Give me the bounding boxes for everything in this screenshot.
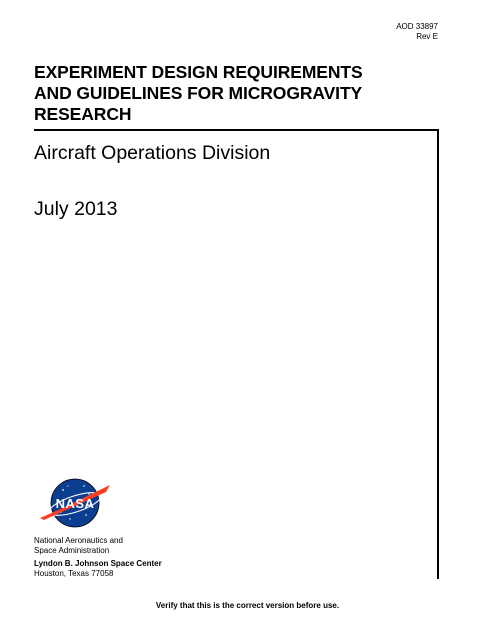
center-name: Lyndon B. Johnson Space Center (34, 559, 162, 568)
title-line-2: AND GUIDELINES FOR MICROGRAVITY (34, 83, 363, 103)
top-rule-divider (34, 129, 439, 131)
agency-name (34, 536, 123, 556)
right-rule-divider (437, 129, 439, 579)
nasa-meatball-logo-icon (34, 474, 116, 532)
agency-line-2: Space Administration (34, 546, 110, 555)
title-line-3: RESEARCH (34, 104, 132, 124)
center-location: Houston, Texas 77058 (34, 569, 114, 578)
document-id (396, 22, 438, 42)
division-name: Aircraft Operations Division (34, 142, 271, 164)
center-address (34, 559, 162, 579)
doc-revision: Rev E (416, 32, 438, 41)
document-title (34, 62, 454, 125)
version-notice: Verify that this is the correct version before use. (155, 601, 340, 610)
publication-date: July 2013 (34, 198, 118, 220)
logo-wordmark: NASA (55, 496, 95, 511)
title-line-1: EXPERIMENT DESIGN REQUIREMENTS (34, 62, 363, 82)
doc-number: AOD 33897 (396, 22, 438, 31)
agency-line-1: National Aeronautics and (34, 536, 123, 545)
